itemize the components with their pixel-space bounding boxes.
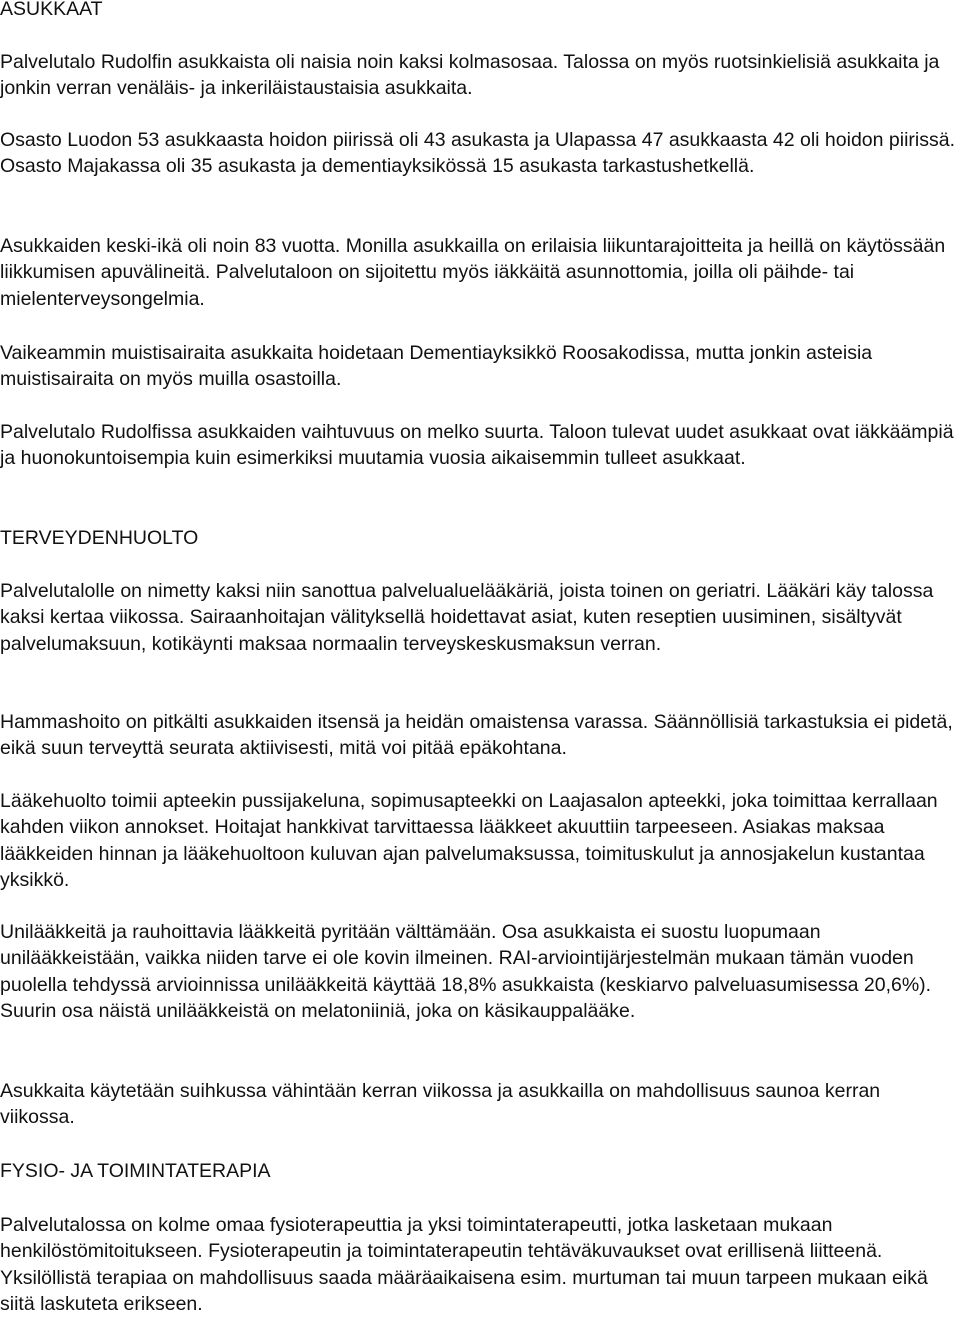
paragraph: Hammashoito on pitkälti asukkaiden itsensä ja heidän omaistensa varassa. Säännöllisiä tarkastuksia ei pidetä, eikä suun terveyttä seurata aktiivisesti, mitä voi pitää epäkohtana. — [0, 711, 953, 760]
paragraph: Palvelutalo Rudolfin asukkaista oli naisia noin kaksi kolmasosaa. Talossa on myös ruotsinkielisiä asukkaita ja jonkin verran venäläis- ja inkeriläistaustaisia asukkaita. — [0, 51, 940, 100]
paragraph: Palvelutalo Rudolfissa asukkaiden vaihtuvuus on melko suurta. Taloon tulevat uudet asukkaat ovat iäkkäämpiä ja huonokuntoisempia kuin esimerkiksi muutamia vuosia aikaisemmin tulleet asukkaat. — [0, 421, 954, 470]
section-heading-fysio-ja-toimintaterapia: FYSIO- JA TOIMINTATERAPIA — [0, 1160, 271, 1182]
paragraph: Palvelutalolle on nimetty kaksi niin sanottua palvelualuelääkäriä, joista toinen on geriatri. Lääkäri käy talossa kaksi kertaa viikossa. Sairaanhoitajan välityksellä hoidettavat asiat, kuten reseptien uusiminen, sisältyvät palvelumaksuun, kotikäynti maksaa normaalin terveyskeskusmaksun verran. — [0, 580, 934, 655]
paragraph: Asukkaita käytetään suihkussa vähintään kerran viikossa ja asukkailla on mahdollisuus saunoa kerran viikossa. — [0, 1080, 881, 1129]
paragraph: Palvelutalossa on kolme omaa fysioterapeuttia ja yksi toimintaterapeutti, jotka lasketaan mukaan henkilöstömitoitukseen. Fysioterapeutin ja toimintaterapeutin tehtäväkuvaukset ovat erillisenä liitteenä. Yksilöllistä terapiaa on mahdollisuus saada määräaikaisena esim. murtuman tai muun tarpeen mukaan eikä siitä laskuteta erikseen. — [0, 1214, 928, 1316]
paragraph: Vaikeammin muistisairaita asukkaita hoidetaan Dementiayksikkö Roosakodissa, mutta jonkin asteisia muistisairaita on myös muilla osastoilla. — [0, 342, 873, 391]
paragraph: Asukkaiden keski-ikä oli noin 83 vuotta. Monilla asukkailla on erilaisia liikuntarajoitteita ja heillä on käytössään liikkumisen apuvälineitä. Palvelutaloon on sijoitettu myös iäkkäitä asunnottomia, joilla oli päihde- tai mielenterveysongelmia. — [0, 235, 946, 310]
paragraph: Lääkehuolto toimii apteekin pussijakeluna, sopimusapteekki on Laajasalon apteekki, joka toimittaa kerrallaan kahden viikon annokset. Hoitajat hankkivat tarvittaessa lääkkeet akuuttiin tarpeeseen. Asiakas maksaa lääkkeiden hinnan ja lääkehuoltoon kuluvan ajan palvelumaksussa, toimituskulut ja annosjakelun kustantaa yksikkö. — [0, 790, 938, 892]
section-heading-terveydenhuolto: TERVEYDENHUOLTO — [0, 527, 199, 549]
paragraph: Unilääkkeitä ja rauhoittavia lääkkeitä pyritään välttämään. Osa asukkaista ei suostu luopumaan unilääkkeistään, vaikka niiden tarve ei ole kovin ilmeinen. RAI-arviointijärjestelmän mukaan tämän vuoden puolella tehdyssä arvioinnissa unilääkkeitä käyttää 18,8% asukkaista (keskiarvo palveluasumisessa 20,6%). Suurin osa näistä unilääkkeistä on melatoniiniä, joka on käsikauppalääke. — [0, 921, 932, 1023]
section-heading-asukkaat: ASUKKAAT — [0, 0, 103, 20]
paragraph: Osasto Luodon 53 asukkaasta hoidon piirissä oli 43 asukasta ja Ulapassa 47 asukkaasta 42 oli hoidon piirissä. Osasto Majakassa oli 35 asukasta ja dementiayksikössä 15 asukasta tarkastushetkellä. — [0, 129, 956, 178]
